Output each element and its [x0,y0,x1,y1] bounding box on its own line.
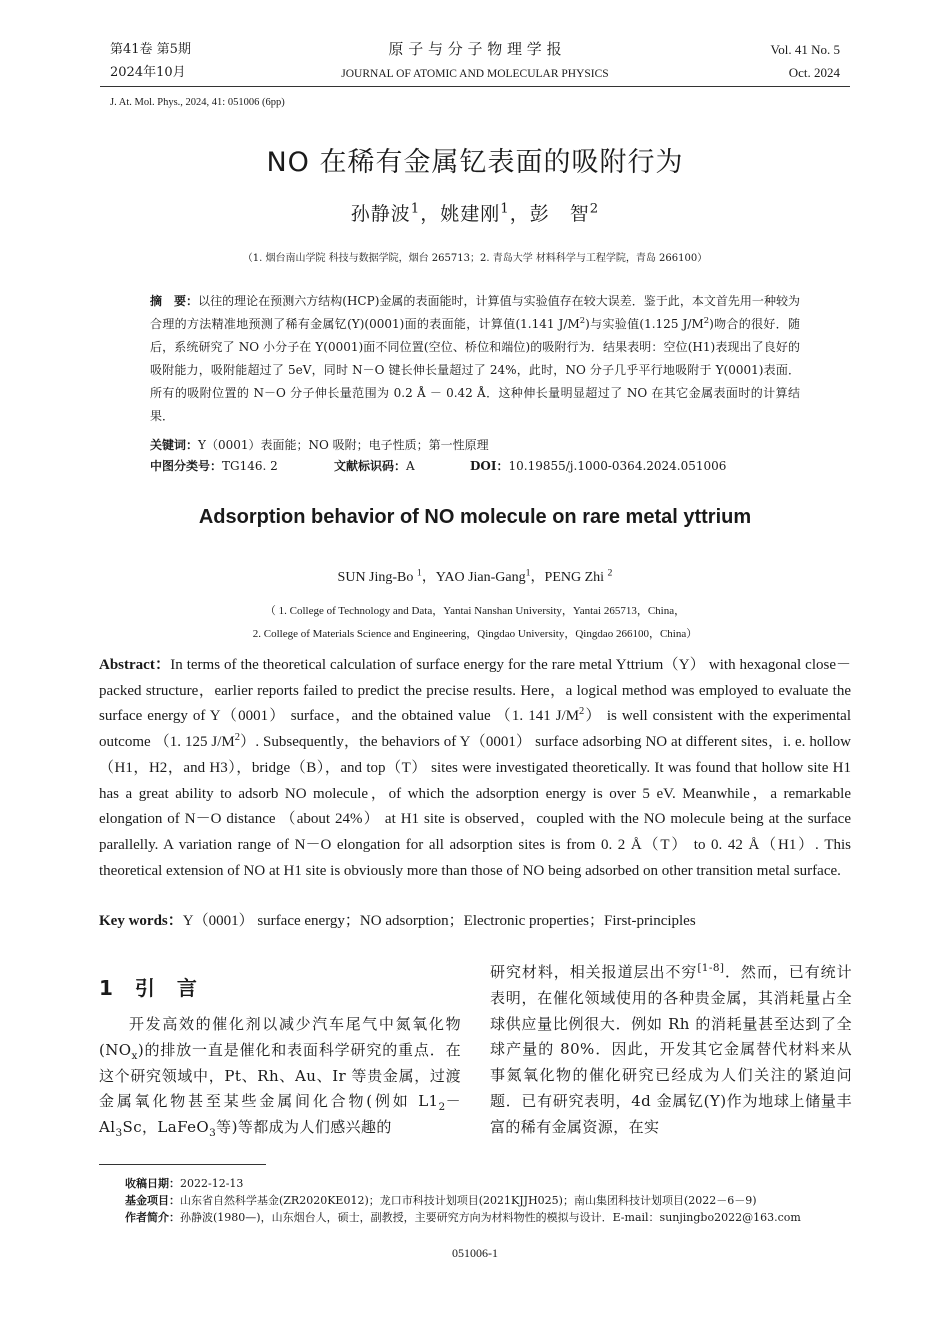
header-journal-en: JOURNAL OF ATOMIC AND MOLECULAR PHYSICS [341,68,609,80]
keywords-en: Key words：Y（0001） surface energy；NO adsorption；Electronic properties；First-principles [99,913,696,929]
header-volume-cn: 第41卷 第5期 [110,42,191,57]
author-cn-1: 孙静波 [350,203,411,225]
abstract-en-label: Abstract： [99,657,171,673]
title-en: Adsorption behavior of NO molecule on rare metal yttrium [198,506,752,528]
footnote-rule [99,1164,266,1165]
authors-en: SUN Jing-Bo $^1$，YAO Jian-Gang$^1$，PENG Zhi $^2$ [337,567,613,585]
author-en-2: ，YAO Jian-Gang [421,570,526,585]
header-date-en: Oct. 2024 [788,65,840,80]
header-volume-en: Vol. 41 No. 5 [770,42,840,57]
document-code: 文献标识码：A [334,459,415,473]
author-cn-2-affil: 1 [500,201,510,217]
body-right-column: 研究材料，相关报道层出不穷[1-8]．然而，已有统计表明，在催化领域使用的各种贵金属，其消耗量占全球供应量比例很大．例如 Rh 的消耗量甚至达到了全球产量的 80%．因此，开发其它金属替代材料来从事氮氧化物的催化研究已经成为人们关注的紧迫问题．已有研究表明，4d 金属钇(Y)作为地球上储量丰富的稀有金属资源，在实 [490,962,852,1136]
authors-cn: 孙静波$^1$，姚建刚$^1$，彭 智$^2$ [350,201,600,225]
clc-number: 中图分类号：TG146. 2 [150,459,278,473]
abstract-cn: 摘 要：以往的理论在预测六方结构(HCP)金属的表面能时，计算值与实验值存在较大误差．鉴于此，本文首先用一种较为合理的方法精准地预测了稀有金属钇(Y)(0001)面的表面能，计算值(1.141 $J/M^2$)与实验值(1.125 $J/M^2$)吻合的很好．随后，系统研究了 NO 小分子在 Y(0001)面不同位置(空位、桥位和端位)的吸附行为．结果表明：空位(H1)表现出了良好的吸附能力，吸附能超过了 5eV，同时 N－O 键长伸长量超过了 24%，此时，NO 分子几乎平行地吸附于 Y(0001)表面．所有的吸附位置的 N－O 分子伸长量范围为 0.2 Å － 0.42 Å．这种伸长量明显超过了 NO 在其它金属表面时的计算结果． [150,294,800,423]
footnote-received: 收稿日期：2022-12-13 [125,1177,244,1190]
affiliation-cn: （1. 烟台南山学院 科技与数据学院，烟台 265713；2. 青岛大学 材料科学与工程学院，青岛 266100） [242,253,708,264]
footnote-funding: 基金项目：山东省自然科学基金(ZR2020KE012)；龙口市科技计划项目(2021KJJH025)；南山集团科技计划项目(2022－6－9) [125,1194,757,1207]
affiliation-en-line2: 2. College of Materials Science and Engineering，Qingdao University，Qingdao 266100，China） [252,628,698,640]
author-cn-3: 彭 智 [529,203,590,225]
header-rule [100,86,850,87]
section-heading: 1 引 言 [99,976,198,1000]
page-number: 051006-1 [452,1246,498,1260]
doi[interactable]: DOI：10.19855/j.1000-0364.2024.051006 [470,459,727,473]
author-en-3: ，PENG Zhi [530,570,608,585]
header-date-cn: 2024年10月 [110,65,186,80]
citation-ref: [1-8] [697,962,725,974]
author-cn-1-affil: 1 [410,201,421,217]
affiliation-en-line1: （ 1. College of Technology and Data，Yantai Nanshan University，Yantai 265713，China， [264,605,686,617]
body-left-column: 开发高效的催化剂以减少汽车尾气中氮氧化物$(NO_x)$的排放一直是催化和表面科学研究的重点．在这个研究领域中，Pt、Rh、Au、Ir 等贵金属，过渡金属氧化物甚至某些金属间化合物(例如 $L1_2-Al_3Sc$，LaFeO$_3$等)等都成为人们感兴趣的 [99,1015,461,1140]
abstract-cn-label: 摘 要： [150,294,199,308]
footnote-author: 作者简介：孙静波(1980—)，山东烟台人，硕士，副教授，主要研究方向为材料物性的模拟与设计．E-mail：sunjingbo2022@163.com [125,1211,801,1224]
author-cn-2: 姚建刚 [440,203,501,225]
header-journal-cn: 原 子 与 分 子 物 理 学 报 [388,40,562,58]
keywords-cn: 关键词：Y（0001）表面能；NO 吸附；电子性质；第一性原理 [150,438,489,452]
author-en-1: SUN Jing-Bo [337,570,417,585]
citation: J. At. Mol. Phys., 2024, 41: 051006 (6pp) [110,97,285,108]
abstract-en: Abstract：In terms of the theoretical calculation of surface energy for the rare metal Yttrium（Y） with hexagonal close－packed structure，earlier reports failed to predict the precise results. Here，a logical method was employed to evaluate the surface energy of Y（0001） surface，and the obtained value （1. 141 $J/M^2$） is well consistent with the experimental outcome （1. 125 $J/M^2$）. Subsequently，the behaviors of Y（0001） surface adsorbing NO at different sites，i. e. hollow （H1，H2，and H3），bridge（B），and top（T） sites were investigated theoretically. It was found that hollow site H1 has a great ability to adsorb NO molecule，of which the adsorption energy is over 5 eV. Meanwhile，a remarkable elongation of N－O distance （about 24%） at H1 site is observed，coupled with the NO molecule being at the surface parallelly. A variation range of N－O elongation for all adsorption sites is from 0. 2 Å（T） to 0. 42 Å（H1）. This theoretical extension of NO at H1 site is obviously more than those of NO being adsorbed on other transition metal surface. [99,657,851,879]
title-cn: NO 在稀有金属钇表面的吸附行为 [266,147,684,178]
author-cn-3-affil: 2 [589,201,600,217]
